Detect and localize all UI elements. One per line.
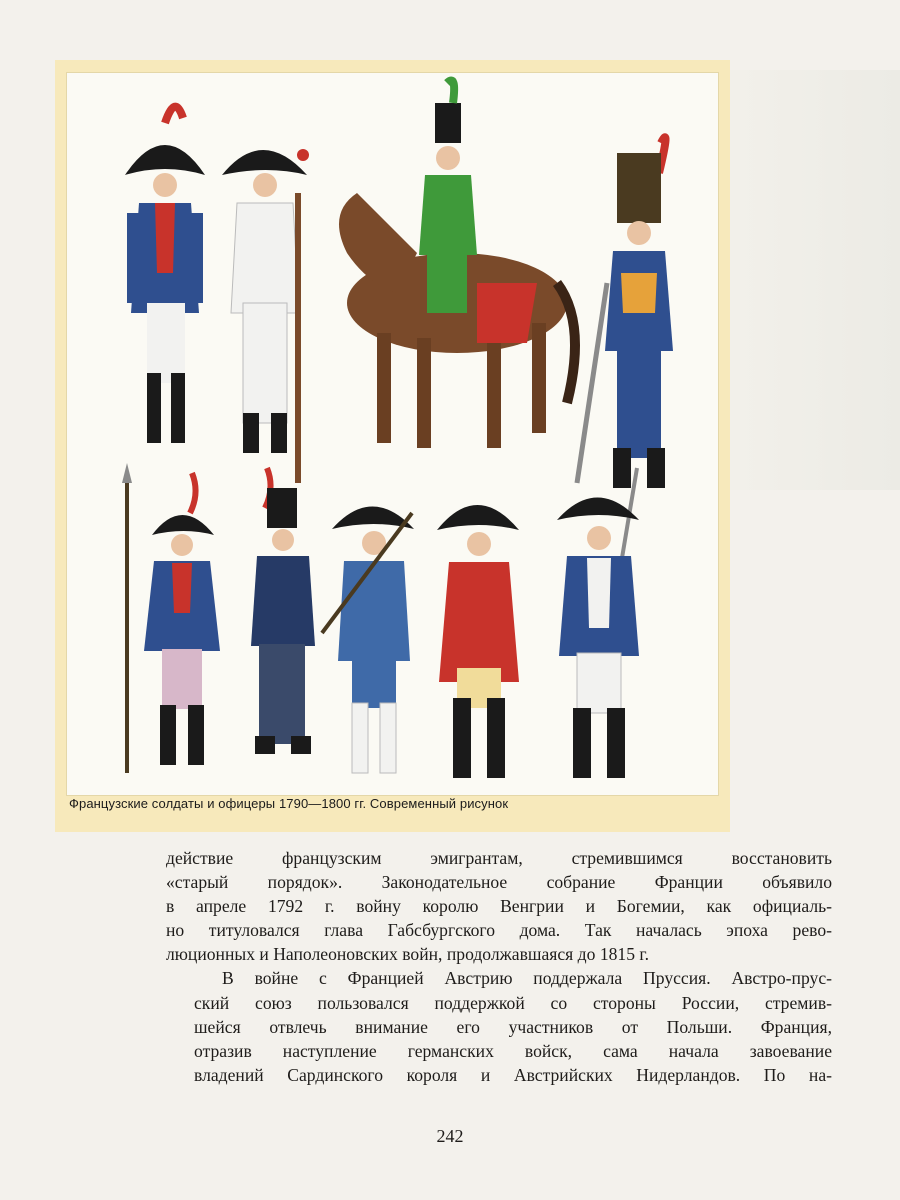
soldier-dark-blue <box>251 468 315 754</box>
text-line: отразив наступление германских войск, сама начала завоевание <box>194 1040 832 1061</box>
page-edge-shadow <box>730 70 900 490</box>
body-text <box>166 846 832 1087</box>
text-line: владений Сардинского короля и Австрийских Нидерландов. По на- <box>194 1064 832 1085</box>
soldiers-illustration <box>67 73 718 795</box>
text-line: шейся отвлечь внимание его участников от Польши. Франция, <box>194 1016 832 1037</box>
text-line: В войне с Францией Австрию поддержала Пруссия. Австро-прус- <box>222 968 832 989</box>
paragraph-1 <box>166 846 832 966</box>
figure-caption: Французские солдаты и офицеры 1790—1800 гг. Современный рисунок <box>69 796 509 811</box>
soldier-red-coat <box>437 505 519 778</box>
soldier-officer-blue <box>125 107 205 443</box>
page-number: 242 <box>436 1126 464 1146</box>
figure <box>55 60 730 832</box>
soldier-fusilier <box>557 468 639 778</box>
text-line: в апреле 1792 г. войну королю Венгрии и Богемии, как официаль- <box>166 896 832 917</box>
mounted-hussar <box>339 81 575 449</box>
text-line: но титуловался глава Габсбургского дома. Так началась эпоха рево- <box>166 920 832 941</box>
soldier-hussar-bearskin <box>577 137 673 488</box>
paragraph-2 <box>166 966 832 1086</box>
text-line: ский союз пользовался поддержкой со стороны России, стремив- <box>194 992 832 1013</box>
illustration <box>66 72 719 796</box>
soldier-light-blue <box>322 507 414 774</box>
text-line: «старый порядок». Законодательное собрание Франции объявило <box>166 872 832 893</box>
soldier-pikeman <box>122 463 220 773</box>
text-line: люционных и Наполеоновских войн, продолжавшаяся до 1815 г. <box>166 944 650 965</box>
text-line: действие французским эмигрантам, стремившимся восстановить <box>166 848 832 868</box>
soldier-infantry-white <box>222 149 309 483</box>
